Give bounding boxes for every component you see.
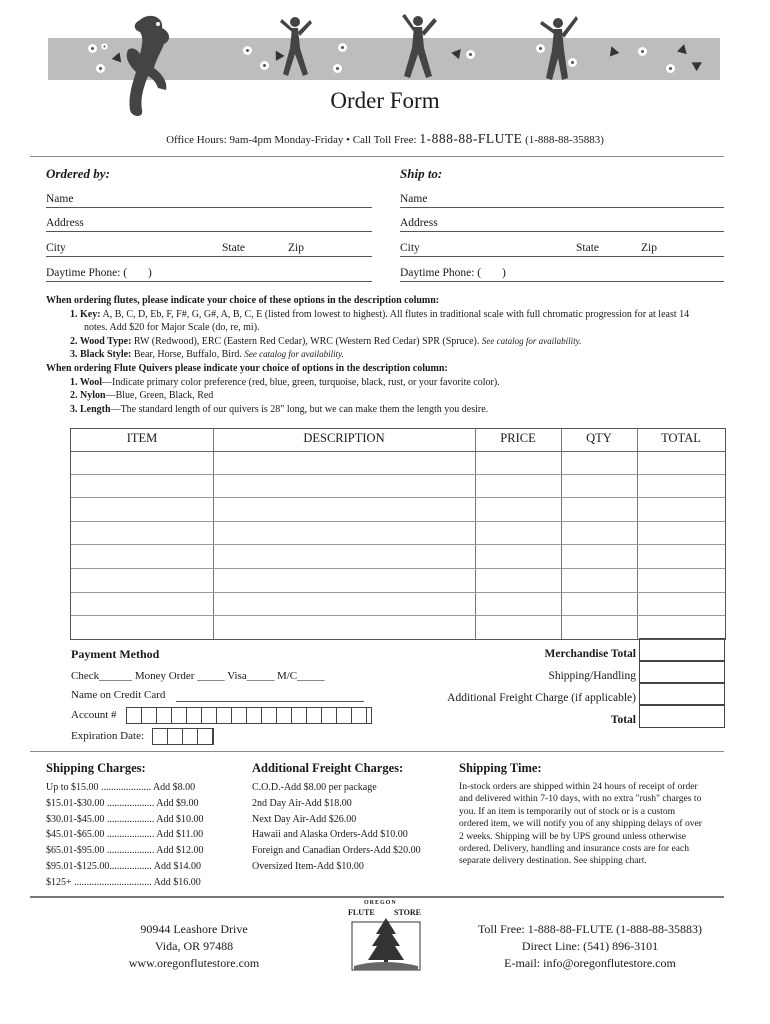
- quiver-options-intro: When ordering Flute Quivers please indicate your choice of options in the description column:: [46, 362, 448, 374]
- freight-charge-field[interactable]: [639, 682, 725, 706]
- order-items-table: [70, 428, 726, 640]
- list-item: C.O.D.-Add $8.00 per package: [252, 782, 377, 793]
- list-item: Foreign and Canadian Orders-Add $20.00: [252, 845, 421, 857]
- table-row[interactable]: [71, 568, 725, 569]
- office-hours: Office Hours: 9am-4pm Monday-Friday: [166, 134, 344, 146]
- bullet-separator: •: [346, 134, 351, 146]
- footer-website[interactable]: www.oregonflutestore.com: [128, 956, 260, 970]
- flute-option-key-cont: notes. Add $20 for Major Scale (do, re, mi).: [84, 322, 260, 334]
- quiver-option-length: 3. Length—The standard length of our quivers is 28" long, but we can make them the length you desire.: [70, 403, 489, 415]
- payment-heading: Payment Method: [71, 647, 160, 661]
- ordered-by-phone-close: ): [148, 267, 152, 279]
- shipping-handling-label: Shipping/Handling: [548, 670, 636, 682]
- ordered-by-address-field[interactable]: [46, 231, 372, 232]
- shipping-charges-list: [46, 780, 246, 891]
- ship-to-name-field[interactable]: [400, 207, 724, 208]
- page-title: Order Form: [330, 88, 440, 113]
- tree-icon: [344, 916, 428, 976]
- quiver-option-nylon: 2. Nylon—Blue, Green, Black, Red: [70, 390, 214, 402]
- table-row[interactable]: [71, 615, 725, 616]
- list-item: $30.01-$45.00 ................... Add $10.00: [46, 813, 204, 825]
- footer-direct-line: Direct Line: (541) 896-3101: [521, 939, 659, 953]
- dancer-figure-icon: [538, 14, 578, 84]
- flute-option-key: 1. Key: A, B, C, D, Eb, F, F#, G, G#, A, B, C, E (listed from lowest to highest). All flutes in traditional scale with full chromatic progression for at least 14: [70, 308, 690, 320]
- payment-methods[interactable]: Check______ Money Order _____ Visa_____ M/C_____: [71, 670, 325, 682]
- grand-total-field[interactable]: [639, 704, 725, 728]
- flute-options: [46, 294, 736, 416]
- toll-free-label: Call Toll Free:: [352, 134, 417, 146]
- oregon-flute-store-logo: OREGON FLUTE STORE: [340, 898, 432, 978]
- office-hours-line: [0, 131, 770, 147]
- shipping-time-text: In-stock orders are shipped within 24 hours of receipt of order and delivered within 7-10 days, with no extra "rush" charges to you. If an item is temporarily out of stock or is a custom ordered item, we will notify you of any shipping delays of over 2 weeks. Shipping will be by UPS ground unless otherwise ordered. Delivery, handling and insurance costs are for each separate delivery destination. See shipping chart.: [459, 781, 702, 867]
- table-row[interactable]: [71, 474, 725, 475]
- ordered-by-zip-label: Zip: [288, 242, 304, 254]
- flute-option-wood: 2. Wood Type: RW (Redwood), ERC (Eastern Red Cedar), WRC (Western Red Cedar) SPR (Spruce). See catalog for availability.: [70, 335, 582, 347]
- expiration-boxes[interactable]: [152, 728, 214, 745]
- card-name-label: Name on Credit Card: [71, 689, 166, 701]
- footer-contact: [440, 921, 740, 972]
- ship-to-address-field[interactable]: [400, 231, 724, 232]
- merchandise-total-field[interactable]: [639, 638, 725, 662]
- footer-street: 90944 Leashore Drive: [140, 922, 248, 936]
- table-row[interactable]: [71, 521, 725, 522]
- account-label: Account #: [71, 709, 117, 721]
- freight-charge-label: Additional Freight Charge (if applicable): [447, 692, 636, 704]
- ordered-by-state-label: State: [222, 242, 245, 254]
- ordered-by-phone-field[interactable]: [46, 281, 372, 282]
- ordered-by-address-label: Address: [46, 217, 84, 229]
- ordered-by-phone-label: Daytime Phone: (: [46, 267, 128, 279]
- list-item: Up to $15.00 .................... Add $8.00: [46, 782, 196, 793]
- ordered-by-city-label: City: [46, 242, 66, 254]
- col-total: TOTAL: [661, 431, 701, 445]
- grand-total-label: Total: [610, 714, 636, 726]
- shipping-handling-field[interactable]: [639, 660, 725, 684]
- list-item: $65.01-$95.00 ................... Add $12.00: [46, 845, 204, 857]
- list-item: Next Day Air-Add $26.00: [252, 813, 357, 825]
- ordered-by-name-label: Name: [46, 193, 74, 205]
- shipping-time-heading: Shipping Time:: [459, 761, 542, 775]
- flute-option-style: 3. Black Style: Bear, Horse, Buffalo, Bird. See catalog for availability.: [70, 349, 344, 361]
- ship-to-address-label: Address: [400, 217, 438, 229]
- list-item: $125+ ............................... Add $16.00: [46, 876, 201, 888]
- ship-to-city-field[interactable]: [400, 256, 724, 257]
- table-row[interactable]: [71, 544, 725, 545]
- freight-charges-heading: Additional Freight Charges:: [252, 761, 404, 775]
- ship-to-city-label: City: [400, 242, 420, 254]
- flute-options-intro: When ordering flutes, please indicate your choice of these options in the description column:: [46, 295, 440, 306]
- list-item: 2nd Day Air-Add $18.00: [252, 797, 352, 809]
- list-item: $95.01-$125.00................. Add $14.00: [46, 860, 201, 872]
- shipping-charges-heading: Shipping Charges:: [46, 761, 146, 775]
- footer-toll-free: Toll Free: 1-888-88-FLUTE (1-888-88-35883): [477, 922, 703, 936]
- list-item: $45.01-$65.00 ................... Add $11.00: [46, 829, 204, 841]
- ship-to-phone-field[interactable]: [400, 281, 724, 282]
- list-item: Hawaii and Alaska Orders-Add $10.00: [252, 829, 408, 841]
- merchandise-total-label: Merchandise Total: [544, 648, 636, 660]
- ship-to-heading: Ship to:: [400, 166, 443, 181]
- quiver-option-wool: 1. Wool—Indicate primary color preference (red, blue, green, turquoise, black, rust, or your favorite color).: [70, 376, 500, 388]
- dancer-figure-icon: [278, 14, 312, 80]
- freight-charges-list: [252, 780, 452, 875]
- list-item: Oversized Item-Add $10.00: [252, 860, 364, 872]
- toll-free-number: 1-888-88-FLUTE: [419, 131, 523, 146]
- footer-city: Vida, OR 97488: [154, 939, 234, 953]
- toll-free-digits: (1-888-88-35883): [525, 134, 604, 146]
- ordered-by-heading: Ordered by:: [46, 166, 110, 181]
- dancer-figure-icon: [398, 12, 438, 82]
- ship-to-phone-label: Daytime Phone: (: [400, 267, 482, 279]
- ordered-by-city-field[interactable]: [46, 256, 372, 257]
- ordered-by-name-field[interactable]: [46, 207, 372, 208]
- col-item: ITEM: [126, 431, 158, 445]
- table-row[interactable]: [71, 592, 725, 593]
- ship-to-name-label: Name: [400, 193, 428, 205]
- table-row[interactable]: [71, 497, 725, 498]
- card-name-field[interactable]: [176, 701, 364, 702]
- account-number-boxes[interactable]: [126, 707, 372, 724]
- list-item: $15.01-$30.00 ................... Add $9.00: [46, 797, 199, 809]
- ship-to-zip-label: Zip: [641, 242, 657, 254]
- ship-to-phone-close: ): [502, 267, 506, 279]
- col-qty: QTY: [586, 431, 612, 445]
- footer-address: [104, 921, 284, 972]
- col-price: PRICE: [500, 431, 536, 445]
- expiration-label: Expiration Date:: [71, 730, 145, 742]
- ship-to-state-label: State: [576, 242, 599, 254]
- footer-email[interactable]: E-mail: info@oregonflutestore.com: [504, 956, 676, 970]
- col-description: DESCRIPTION: [303, 431, 385, 445]
